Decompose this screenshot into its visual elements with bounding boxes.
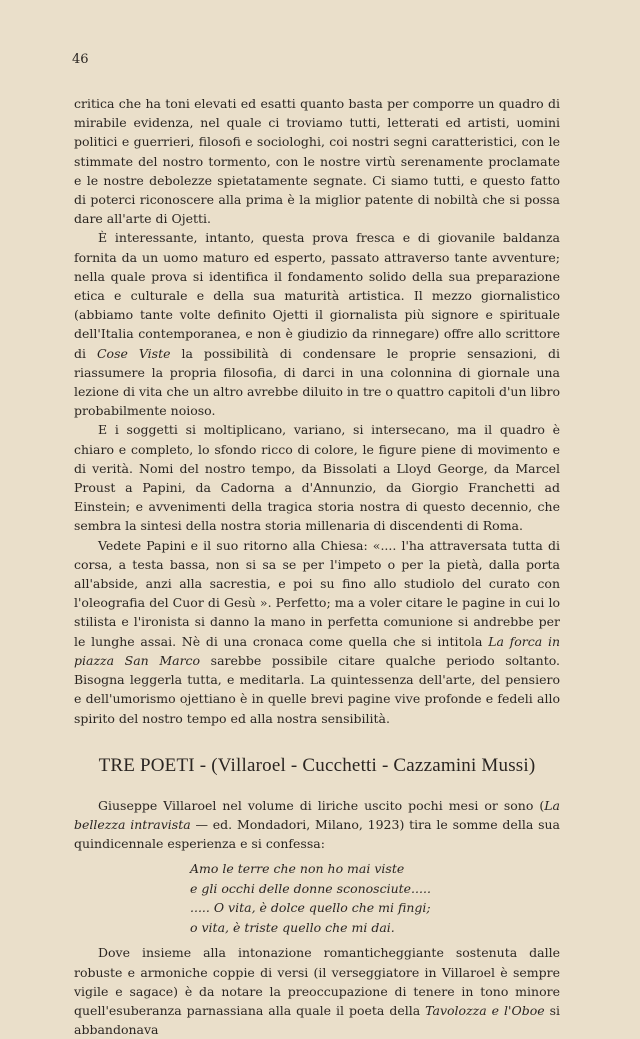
title-cose-viste: Cose Viste (96, 345, 171, 361)
page-number: 46 (72, 52, 89, 67)
poem-line: e gli occhi delle donne sconosciute..... (190, 880, 431, 896)
paragraph-2-text-a: È interessante, intanto, questa prova fresca e di giovanile baldanza fornita da un uomo maturo ed esperto, passato attraverso tante avventure; nella quale prova si identifica il fondamento solido della sua preparazione etica e culturale e della sua maturità artistica. Il mezzo giornalistico (abbiamo tante volte definito Ojetti il giornalista più signore e spirituale dell'Italia contemporanea, e non è giudizio da rinnegare) offre allo scrittore di (74, 230, 560, 361)
paragraph-4-text-b: sarebbe possibile citare qualche periodo soltanto. Bisogna leggerla tutta, e meditarla. La quintessenza dell'arte, del pensiero e dell'umorismo ojettiano è in quelle brevi pagine vive profonde e fedeli allo spirito del nostro tempo ed alla nostra sensibilità. (74, 652, 560, 726)
poem-line: Amo le terre che non ho mai viste (190, 861, 405, 877)
paragraph-5-text-b: — ed. Mondadori, Milano, 1923) tira le somme della sua quindicennale esperienza e si confessa: (74, 816, 560, 852)
paragraph-3 (74, 420, 560, 535)
title-la-forca: La forca in piazza San Marco (74, 633, 560, 668)
paragraph-2 (74, 228, 560, 420)
title-tavolozza: Tavolozza e l'Oboe (425, 1002, 545, 1018)
poem-quote (190, 859, 560, 937)
paragraph-4-text-a: Vedete Papini e il suo ritorno alla Chiesa: «.... l'ha attraversata tutta di corsa, a testa bassa, non si sa se per l'impeto o per la pietà, dalla porta all'abside, anzi alla sacrestia, e poi su fino allo studiolo del curato con l'oleografia del Cuor di Gesù ». Perfetto; ma a voler citare le pagine in cui lo stilista e l'ironista si danno la mano in perfetta comunione si andrebbe per le lunghe assai. Nè di una cronaca come quella che si intitola (74, 537, 560, 649)
poem-line: ..... O vita, è dolce quello che mi fingi; (190, 900, 431, 916)
paragraph-6-text-b: si abbandonava (74, 1002, 560, 1038)
section-heading: TRE POETI - (Villaroel - Cucchetti - Cazzamini Mussi) (98, 754, 536, 776)
paragraph-5-text-a: Giuseppe Villaroel nel volume di liriche uscito pochi mesi or sono ( (98, 797, 545, 813)
paragraph-6 (74, 943, 560, 1039)
poem-line: o vita, è triste quello che mi dai. (190, 919, 395, 935)
paragraph-1-text: critica che ha toni elevati ed esatti quanto basta per comporre un quadro di mirabile evidenza, nel quale ci troviamo tutti, letterati ed artisti, uomini politici e guerrieri, filosofi e sociologhi, coi nostri segni caratteristici, con le stimmate del nostro tormento, con le nostre virtù serenamente proclamate e le nostre debolezze spietatamente segnate. Ci siamo tutti, e questo fatto di poterci riconoscere alla prima è la miglior patente di nobiltà che si possa dare all'arte di Ojetti. (74, 96, 560, 227)
paragraph-6-text-a: Dove insieme alla intonazione romanticheggiante sostenuta dalle robuste e armoniche coppie di versi (il verseggiatore in Villaroel è sempre vigile e sagace) è da notare la preoccupazione di tenere in tono minore quell'esuberanza parnassiana alla quale il poeta della (74, 945, 560, 1018)
title-la-bellezza: La bellezza intravista (74, 797, 560, 832)
paragraph-1 (74, 94, 560, 228)
paragraph-4 (74, 536, 560, 728)
paragraph-2-text-b: la possibilità di condensare le proprie sensazioni, di riassumere la propria filosofia, di darci in una colonnina di giornale una lezione di vita che un altro avrebbe diluito in tre o quattro capitoli d'un libro probabilmente noioso. (74, 345, 560, 419)
paragraph-5 (74, 796, 560, 854)
paragraph-3-text: E i soggetti si moltiplicano, variano, si intersecano, ma il quadro è chiaro e completo, lo sfondo ricco di colore, le figure piene di movimento e di verità. Nomi del nostro tempo, da Bissolati a Lloyd George, da Marcel Proust a Papini, da Cadorna a d'Annunzio, da Giorgio Franchetti ad Einstein; e avvenimenti della tragica storia nostra di questo decennio, che sembra la sintesi della nostra storia millenaria di discendenti di Roma. (74, 422, 560, 534)
page-body (74, 94, 560, 1039)
